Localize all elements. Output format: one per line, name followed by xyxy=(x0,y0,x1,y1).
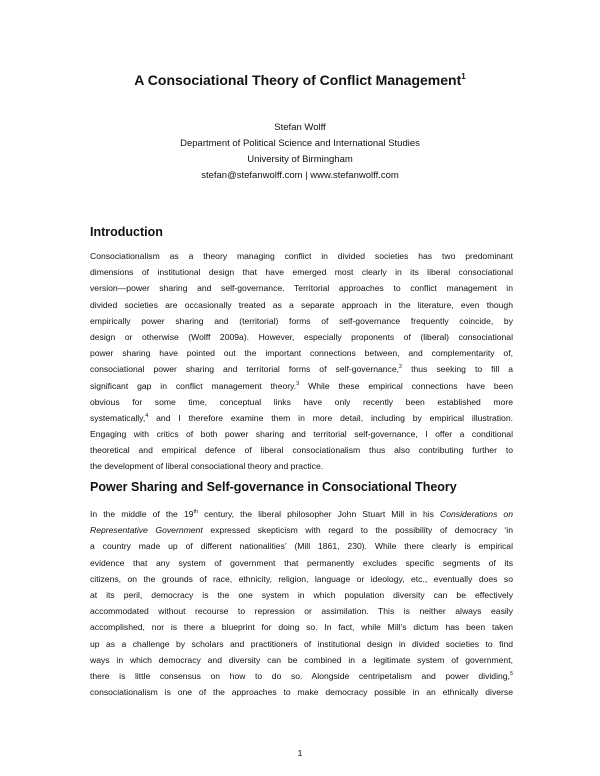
intro-line: divided societies are occasionally treated as a separate approach in the literature, even though xyxy=(90,299,513,310)
intro-line: obvious for some time, conceptual links have only recently been established more xyxy=(90,396,513,407)
section2-line: accommodated without recourse to repression or assimilation. This is neither always easily xyxy=(90,606,513,617)
section2-line: at its peril, democracy is the one system in which population diversity can be effectively xyxy=(90,589,513,600)
footnote-ref: 2 xyxy=(399,364,403,371)
footnote-ref: 5 xyxy=(509,670,513,677)
page-number: 1 xyxy=(297,748,303,758)
intro-line: dimensions of institutional design that have emerged most clearly in its liberal consociational xyxy=(90,267,513,278)
intro-line: systematically,$^4$ and I therefore examine them in more detail, including by empirical illustration. xyxy=(90,412,513,423)
intro-line: theoretical and empirical defence of liberal consociationalism thus also contributing further to xyxy=(90,445,513,456)
paper-title: A Consociational Theory of Conflict Management$^1$ xyxy=(134,72,466,88)
section2-line: there is little consensus on how to do so. Alongside centripetalism and power dividing,$^5$ xyxy=(90,670,513,681)
footnote-ref: 4 xyxy=(145,412,149,419)
section2-line: Representative Government expressed skepticism with regard to the possibility of democracy ‘in xyxy=(90,525,513,536)
section2-line: consociationalism is one of the approaches to make democracy possible in an ethnically diverse xyxy=(90,687,513,698)
book-title: Representative Government xyxy=(90,525,203,536)
author-contact[interactable]: stefan@stefanwolff.com | www.stefanwolff.com xyxy=(201,170,399,181)
intro-heading: Introduction xyxy=(90,225,163,239)
intro-line: Consociationalism as a theory managing conflict in divided societies has two predominant xyxy=(90,251,513,261)
intro-paragraph xyxy=(90,248,513,475)
author-university: University of Birmingham xyxy=(247,154,353,165)
section2-paragraph xyxy=(90,506,513,700)
intro-line: Engaging with critics of both power sharing and territorial self-governance, I offer a conditional xyxy=(90,429,513,440)
author-block xyxy=(0,120,600,184)
section2-line: In the middle of the 19th century, the liberal philosopher John Stuart Mill in his Considerations on xyxy=(90,509,513,519)
section2-line: a country made up of different nationalities’ (Mill 1861, 230). While there clearly is empirical xyxy=(90,541,513,552)
ordinal-suffix: th xyxy=(193,509,199,515)
intro-line: the development of liberal consociational theory and practice. xyxy=(90,461,324,472)
section2-line: evidence that any system of government that permanently excludes specific segments of its xyxy=(90,557,513,568)
section2-line: ways in which democracy and diversity can be combined in a legitimate system of government, xyxy=(90,654,513,665)
section2-heading: Power Sharing and Self-governance in Consociational Theory xyxy=(90,480,457,494)
intro-line: significant gap in conflict management theory.$^3$ While these empirical connections have been xyxy=(90,380,513,391)
intro-line: power sharing have pointed out the important connections between, and complementarity of, xyxy=(90,348,513,359)
footnote-ref: 3 xyxy=(296,380,300,387)
section2-line: citizens, on the grounds of race, ethnicity, religion, language or ideology, etc., eventually does so xyxy=(90,573,513,584)
intro-line: consociational power sharing and territorial forms of self-governance,$^2$ thus seeking to fill a xyxy=(90,364,514,375)
author-name: Stefan Wolff xyxy=(274,122,326,133)
book-title: Considerations on xyxy=(440,509,513,519)
title-footnote: 1 xyxy=(461,72,466,81)
intro-line: design or otherwise (Wolff 2009a). However, especially proponents of (liberal) consociational xyxy=(90,331,513,342)
author-department: Department of Political Science and International Studies xyxy=(180,138,420,149)
section2-line: accomplished, nor is there a blueprint for doing so. In fact, while Mill’s dictum has been taken xyxy=(90,622,513,633)
intro-line: empirically power sharing and (territorial) forms of self-governance frequently coincide, by xyxy=(90,315,513,326)
section2-line: up as a challenge by scholars and practitioners of institutional design in divided societies to find xyxy=(90,638,513,649)
intro-line: version—power sharing and self-governance. Territorial approaches to conflict management in xyxy=(90,283,513,294)
